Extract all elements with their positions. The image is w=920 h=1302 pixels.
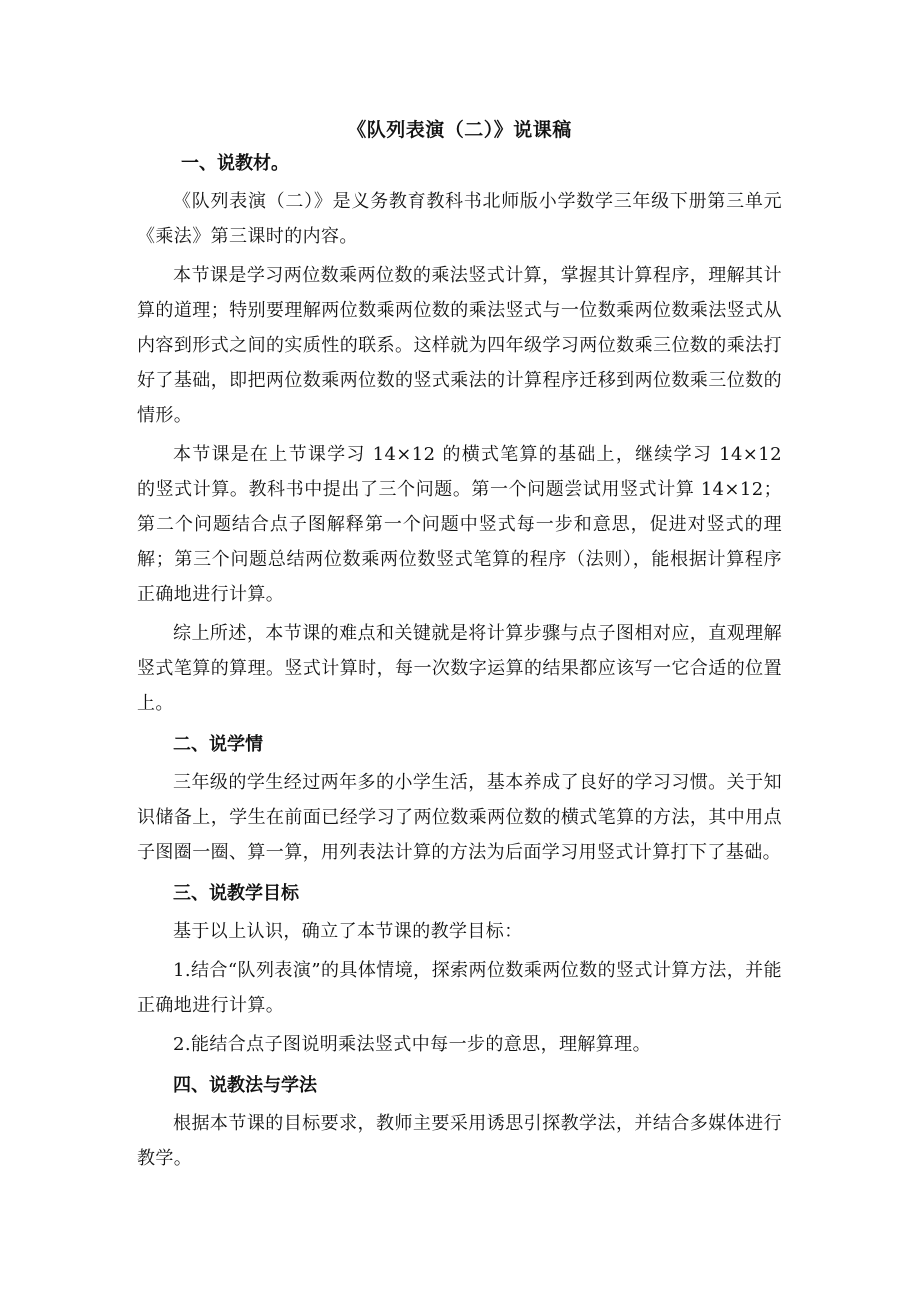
- paragraph: 本节课是学习两位数乘两位数的乘法竖式计算，掌握其计算程序，理解其计算的道理；特别要理解两位数乘两位数的乘法竖式与一位数乘两位数乘法竖式从内容到形式之间的实质性的联系。这样就为四年级学习两位数乘三位数的乘法打好了基础，即把两位数乘两位数的竖式乘法的计算程序迁移到两位数乘三位数的情形。: [137, 265, 782, 426]
- paragraph: 1.结合“队列表演”的具体情境，探索两位数乘两位数的竖式计算方法，并能正确地进行计算。: [137, 960, 782, 1016]
- paragraph: 三年级的学生经过两年多的小学生活，基本养成了良好的学习习惯。关于知识储备上，学生在前面已经学习了两位数乘两位数的横式笔算的方法，其中用点子图圈一圈、算一算，用列表法计算的方法为后面学习用竖式计算打下了基础。: [137, 772, 782, 863]
- paragraph: 2.能结合点子图说明乘法竖式中每一步的意思，理解算理。: [173, 1034, 651, 1055]
- paragraph: 《队列表演（二）》是义务教育教科书北师版小学数学三年级下册第三单元《乘法》第三课时的内容。: [137, 191, 782, 247]
- section-heading-students: 二、说学情: [173, 734, 263, 755]
- section-heading-methods: 四、说教法与学法: [173, 1075, 317, 1096]
- paragraph: 基于以上认识，确立了本节课的教学目标：: [173, 921, 523, 942]
- document-body: [137, 117, 782, 1180]
- paragraph: 根据本节课的目标要求，教师主要采用诱思引探教学法，并结合多媒体进行教学。: [137, 1113, 782, 1169]
- paragraph: 综上所述，本节课的难点和关键就是将计算步骤与点子图相对应，直观理解竖式笔算的算理。竖式计算时，每一次数字运算的结果都应该写一它合适的位置上。: [137, 623, 782, 714]
- document-title: 《队列表演（二）》说课稿: [347, 119, 572, 141]
- paragraph: 本节课是在上节课学习 14×12 的横式笔算的基础上，继续学习 14×12 的竖式计算。教科书中提出了三个问题。第一个问题尝试用竖式计算 14×12；第二个问题结合点子图解释第一个问题中竖式每一步和意思，促进对竖式的理解；第三个问题总结两位数乘两位数竖式笔算的程序（法则），能根据计算程序正确地进行计算。: [137, 444, 782, 605]
- section-heading-objectives: 三、说教学目标: [173, 883, 299, 904]
- section-heading-textbook: 一、说教材。: [181, 153, 289, 174]
